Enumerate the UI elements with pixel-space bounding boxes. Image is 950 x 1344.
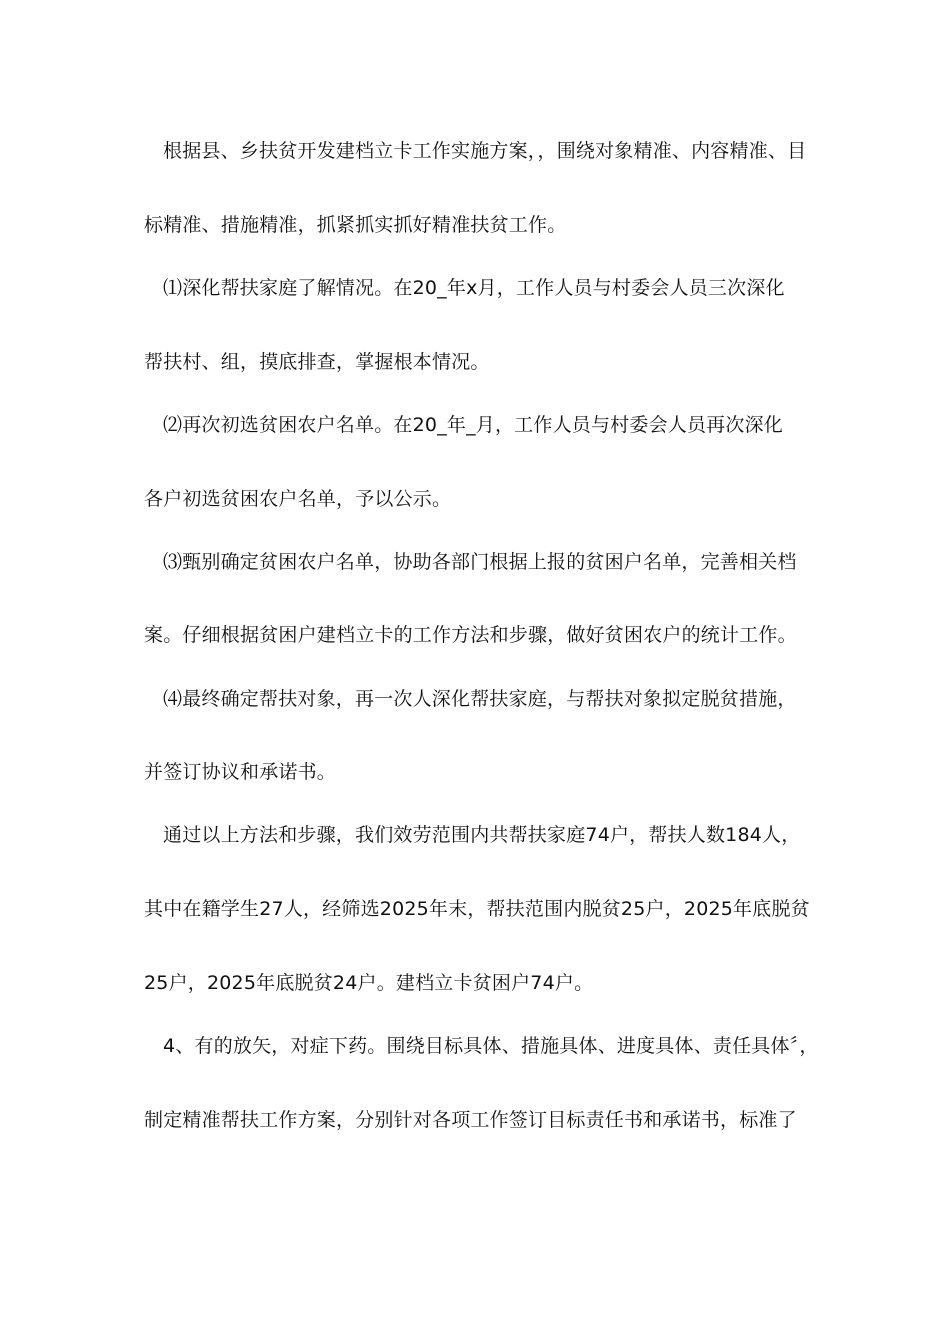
item-1-line-2: 帮扶村、组，摸底排查，掌握根本情况。 [144, 351, 490, 373]
section-4-line-2: 制定精准帮扶工作方案，分别针对各项工作签订目标责任书和承诺书，标准了 [144, 1109, 797, 1131]
item-2-line-1: ⑵再次初选贫困农户名单。在20_年_月，工作人员与村委会人员再次深化 [163, 414, 783, 436]
item-4-line-2: 并签订协议和承诺书。 [144, 761, 337, 783]
summary-line-1: 通过以上方法和步骤，我们效劳范围内共帮扶家庭74户，帮扶人数184人， [163, 824, 801, 846]
summary-line-3: 25户，2025年底脱贫24户。建档立卡贫困户74户。 [144, 972, 594, 994]
item-3-line-1: ⑶甄别确定贫困农户名单，协助各部门根据上报的贫困户名单，完善相关档 [163, 551, 797, 573]
paragraph-line-2: 标精准、措施精准，抓紧抓实抓好精准扶贫工作。 [144, 214, 567, 236]
item-3-line-2: 案。仔细根据贫困户建档立卡的工作方法和步骤，做好贫困农户的统计工作。 [144, 624, 797, 646]
paragraph-line-1: 根据县、乡扶贫开发建档立卡工作实施方案，，围绕对象精准、内容精准、目 [163, 140, 807, 162]
section-4-line-1: 4、有的放矢，对症下药。围绕目标具体、措施具体、进度具体、责任具体〞， [163, 1035, 819, 1057]
item-2-line-2: 各户初选贫困农户名单，予以公示。 [144, 488, 452, 510]
item-1-line-1: ⑴深化帮扶家庭了解情况。在20_年x月，工作人员与村委会人员三次深化 [163, 277, 785, 299]
summary-line-2: 其中在籍学生27人，经筛选2025年末，帮扶范围内脱贫25户，2025年底脱贫 [144, 898, 810, 920]
item-4-line-1: ⑷最终确定帮扶对象，再一次人深化帮扶家庭，与帮扶对象拟定脱贫措施， [163, 688, 797, 710]
